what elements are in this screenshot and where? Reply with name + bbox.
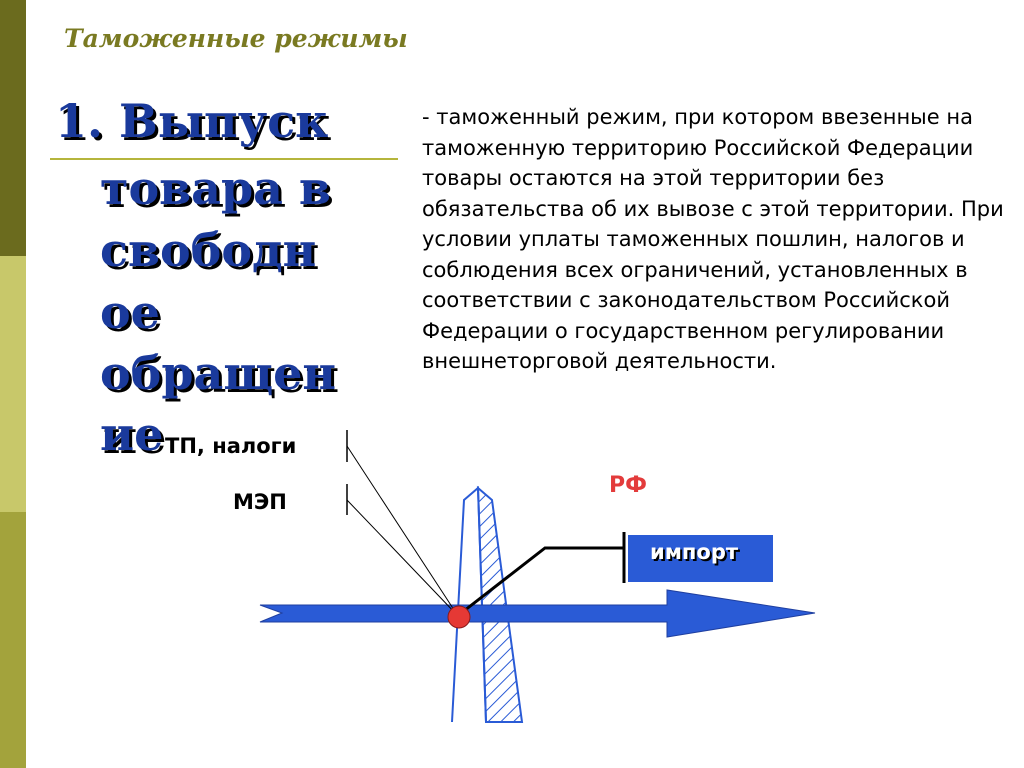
- mep-connector: [347, 500, 458, 616]
- tp-taxes-label: ТП, налоги: [165, 434, 297, 458]
- tp-connector: [347, 446, 458, 616]
- definition-text: - таможенный режим, при котором ввезенные на таможенную территорию Российской Федерации товары остаются на этой территории без обязательства об их вывозе с этой территории. При условии уплаты таможенных пошлин, налогов и соблюдения всех ограничений, установленных в соответствии с законодательством Российской Федерации о государственном регулировании внешнеторговой деятельности.: [422, 105, 1004, 373]
- title-line-2: товара в: [100, 161, 331, 215]
- rf-label: РФ: [609, 473, 647, 498]
- border-crossing-point: [448, 606, 470, 628]
- title-line-1: 1. Выпуск: [55, 94, 329, 148]
- title-line-6: ие: [100, 407, 164, 461]
- title-line-5: обращен: [100, 346, 337, 400]
- mep-label: МЭП: [233, 490, 287, 514]
- import-label: импорт: [650, 540, 739, 564]
- import-arrow: [260, 590, 815, 637]
- title-line-3: свободн: [100, 223, 317, 277]
- title-line-4: ое: [100, 285, 160, 339]
- section-title: Таможенные режимы: [64, 24, 408, 53]
